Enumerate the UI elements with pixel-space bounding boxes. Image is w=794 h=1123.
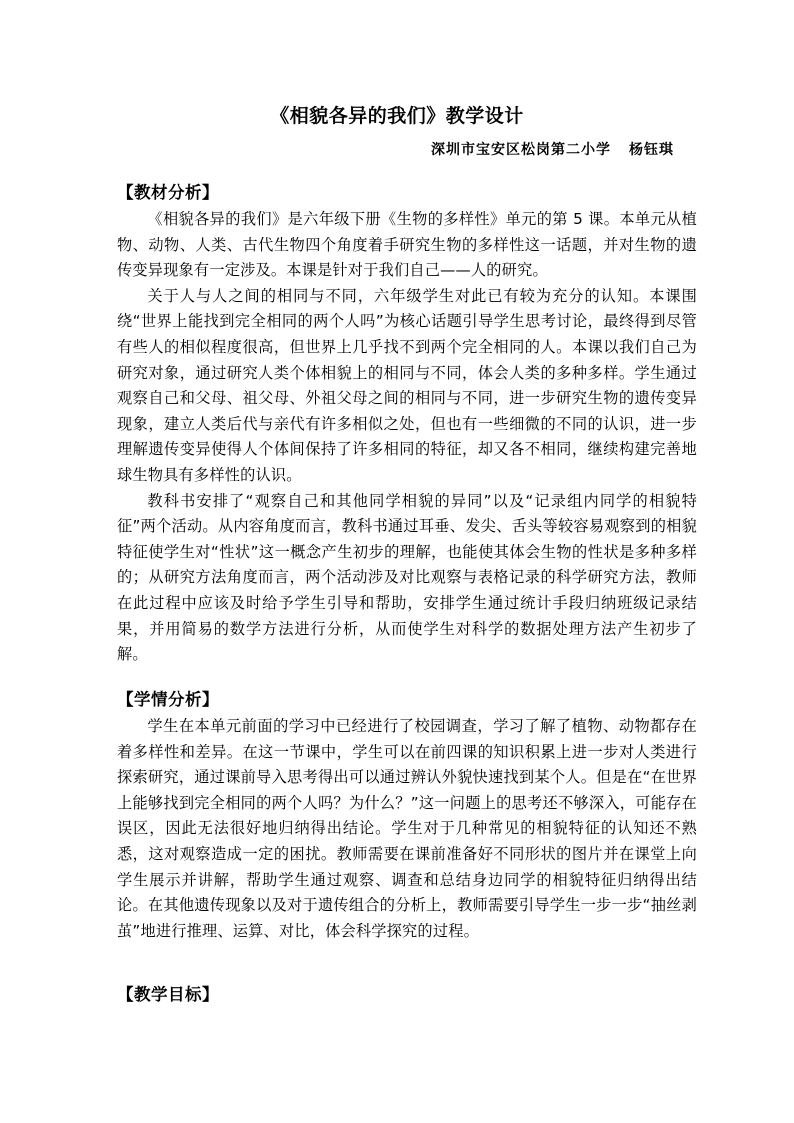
paragraph: 关于人与人之间的相同与不同，六年级学生对此已有较为充分的认知。本课围绕“世界上能找到完全相同的两个人吗”为核心话题引导学生思考讨论，最终得到尽管有些人的相似程度很高，但世界上几乎找不到两个完全相同的人。本课以我们自己为研究对象，通过研究人类个体相貌上的相同与不同，体会人类的多种多样。学生通过观察自己和父母、祖父母、外祖父母之间的相同与不同，进一步研究生物的遗传变异现象，建立人类后代与亲代有许多相似之处，但也有一些细微的不同的认识，进一步理解遗传变异使得人个体间保持了许多相同的特征，却又各不相同，继续构建完善地球生物具有多样性的认识。 [117, 286, 697, 484]
paragraph: 学生在本单元前面的学习中已经进行了校园调查，学习了解了植物、动物都存在着多样性和差异。在这一节课中，学生可以在前四课的知识积累上进一步对人类进行探索研究，通过课前导入思考得出可以通过辨认外貌快速找到某个人。但是在“在世界上能够找到完全相同的两个人吗？为什么？”这一问题上的思考还不够深入，可能存在误区，因此无法很好地归纳得出结论。学生对于几种常见的相貌特征的认知还不熟悉，这对观察造成一定的困扰。教师需要在课前准备好不同形状的图片并在课堂上向学生展示并讲解，帮助学生通过观察、调查和总结身边同学的相貌特征归纳得出结论。在其他遗传现象以及对于遗传组合的分析上，教师需要引导学生一步一步“抽丝剥茧”地进行推理、运算、对比，体会科学探究的过程。 [117, 717, 697, 940]
document-title: 《相貌各异的我们》教学设计 [270, 105, 524, 127]
author-school: 深圳市宝安区松岗第二小学 [431, 142, 611, 158]
section-heading: 【学情分析】 [117, 690, 219, 709]
paragraph: 教科书安排了“观察自己和其他同学相貌的异同”以及“记录组内同学的相貌特征”两个活动。从内容角度而言，教科书通过耳垂、发尖、舌头等较容易观察到的相貌特征使学生对“性状”这一概念产生初步的理解，也能使其体会生物的性状是多种多样的；从研究方法角度而言，两个活动涉及对比观察与表格记录的科学研究方法，教师在此过程中应该及时给予学生引导和帮助，安排学生通过统计手段归纳班级记录结果，并用简易的数学方法进行分析，从而使学生对科学的数据处理方法产生初步了解。 [117, 491, 697, 664]
section-heading: 【教学目标】 [117, 985, 219, 1004]
section-heading: 【教材分析】 [117, 183, 219, 202]
section-textbook-analysis [117, 182, 697, 668]
author-line [431, 140, 674, 160]
section-teaching-goals [117, 984, 697, 1009]
section-student-analysis [117, 689, 697, 944]
author-name: 杨钰琪 [629, 142, 674, 158]
paragraph: 《相貌各异的我们》是六年级下册《生物的多样性》单元的第 5 课。本单元从植物、动物、人类、古代生物四个角度着手研究生物的多样性这一话题，并对生物的遗传变异现象有一定涉及。本课是针对于我们自己——人的研究。 [117, 210, 697, 280]
